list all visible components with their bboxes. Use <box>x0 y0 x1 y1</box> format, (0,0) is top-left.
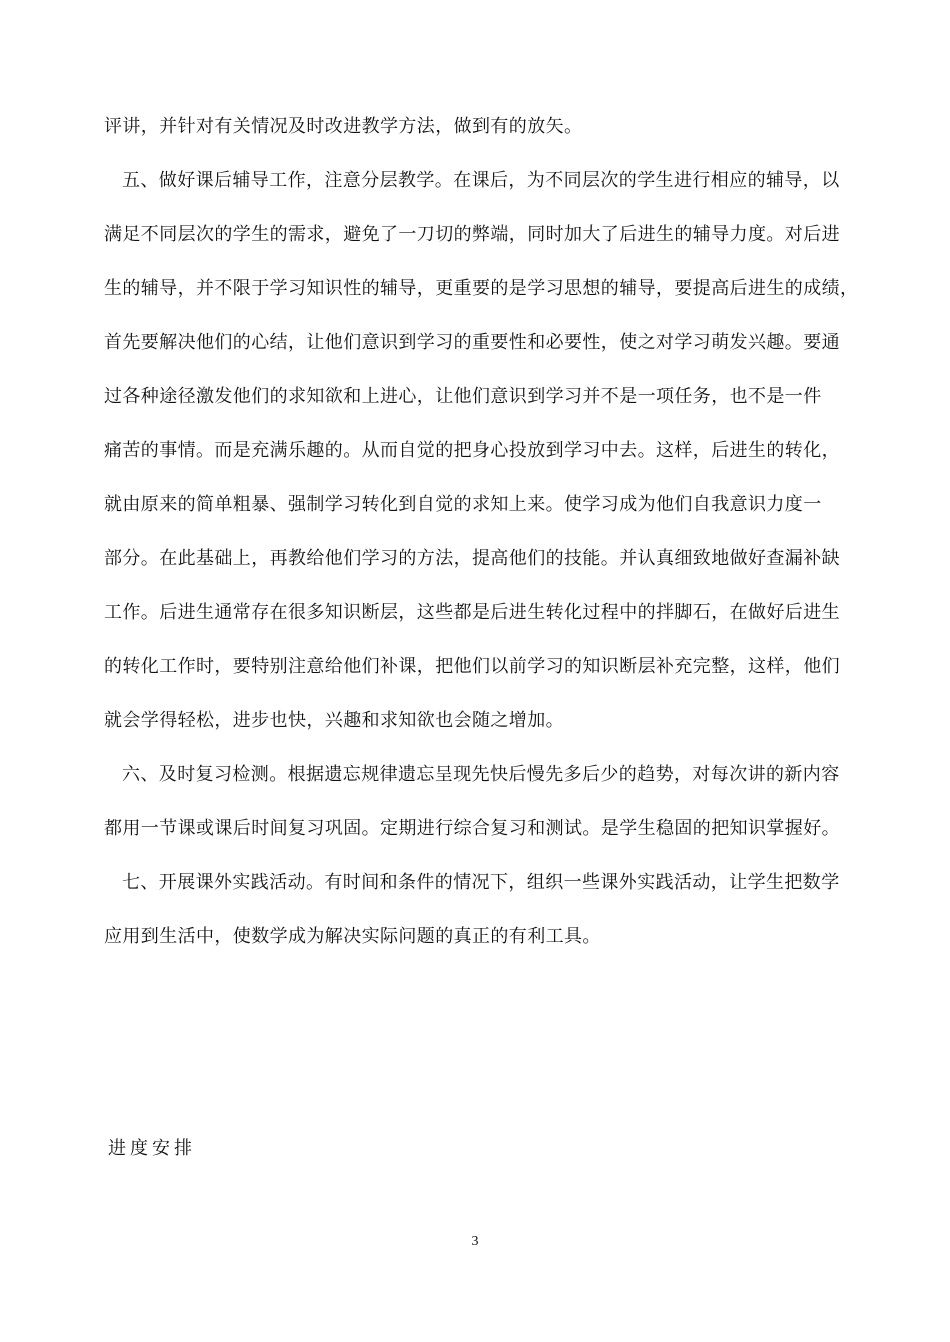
paragraph-line: 应用到生活中，使数学成为解决实际问题的真正的有利工具。 <box>104 926 601 947</box>
paragraph-line: 工作。后进生通常存在很多知识断层，这些都是后进生转化过程中的拌脚石，在做好后进生 <box>104 602 840 623</box>
paragraph-line: 痛苦的事情。而是充满乐趣的。从而自觉的把身心投放到学习中去。这样，后进生的转化， <box>104 440 840 461</box>
paragraph-line: 生的辅导，并不限于学习知识性的辅导，更重要的是学习思想的辅导，要提高后进生的成绩， <box>104 278 859 299</box>
paragraph-line: 五、做好课后辅导工作，注意分层教学。在课后，为不同层次的学生进行相应的辅导，以 <box>122 170 840 191</box>
paragraph-line: 部分。在此基础上，再教给他们学习的方法，提高他们的技能。并认真细致地做好查漏补缺 <box>104 548 840 569</box>
paragraph-line: 首先要解决他们的心结，让他们意识到学习的重要性和必要性，使之对学习萌发兴趣。要通 <box>104 332 840 353</box>
section-heading: 进度安排 <box>108 1138 196 1159</box>
page-number: 3 <box>471 1234 479 1249</box>
paragraph-line: 就会学得轻松，进步也快，兴趣和求知欲也会随之增加。 <box>104 710 564 731</box>
paragraph-line: 就由原来的简单粗暴、强制学习转化到自觉的求知上来。使学习成为他们自我意识力度一 <box>104 494 822 515</box>
paragraph-line: 七、开展课外实践活动。有时间和条件的情况下，组织一些课外实践活动，让学生把数学 <box>122 872 840 893</box>
paragraph-line: 满足不同层次的学生的需求，避免了一刀切的弊端，同时加大了后进生的辅导力度。对后进 <box>104 224 840 245</box>
paragraph-line: 六、及时复习检测。根据遗忘规律遗忘呈现先快后慢先多后少的趋势，对每次讲的新内容 <box>122 764 840 785</box>
paragraph-line: 过各种途径激发他们的求知欲和上进心，让他们意识到学习并不是一项任务，也不是一件 <box>104 386 822 407</box>
paragraph-line: 都用一节课或课后时间复习巩固。定期进行综合复习和测试。是学生稳固的把知识掌握好。 <box>104 818 840 839</box>
paragraph-line: 评讲，并针对有关情况及时改进教学方法，做到有的放矢。 <box>104 116 583 137</box>
paragraph-line: 的转化工作时，要特别注意给他们补课，把他们以前学习的知识断层补充完整，这样，他们 <box>104 656 840 677</box>
